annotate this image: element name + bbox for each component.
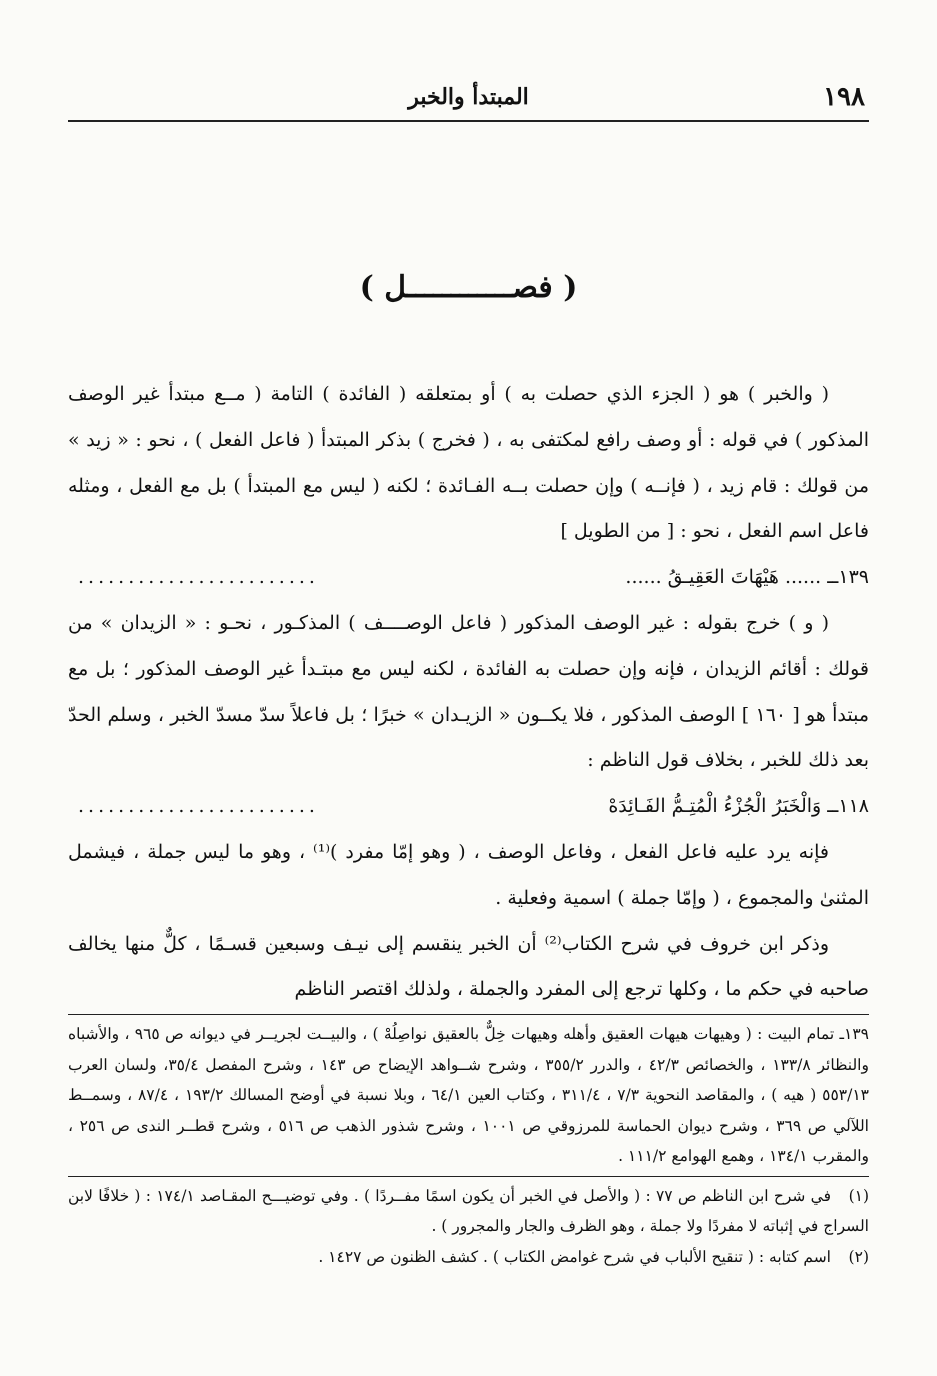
footnote-2 <box>68 1242 869 1273</box>
footnotes <box>68 1010 869 1272</box>
footnote-separator <box>68 1176 869 1177</box>
footnote-text: اسم كتابه : ( تنقيح الألباب في شرح غوامض الكتاب ) . كشف الظنون ص ١٤٢٧ . <box>318 1247 831 1266</box>
footnote-number: (٢) <box>848 1247 869 1266</box>
page-number: ١٩٨ <box>823 82 865 112</box>
running-title: المبتدأ والخبر <box>408 84 529 110</box>
footnote-number: (١) <box>848 1186 870 1205</box>
section-heading: ( فصــــــــــــل ) <box>359 270 578 305</box>
footnote-text: في شرح ابن الناظم ص ٧٧ : ( والأصل في الخبر أن يكون اسمًا مفــردًا ) . وفي توضيـــح المقـاصد ١٧٤/١ : ( خلافًا لابن السراج في إثباته لا مفردًا ولا جملة ، وهو الظرف والجار والمجرور ) . <box>68 1186 869 1235</box>
paragraph-1: ( والخبر ) هو ( الجزء الذي حصلت به ) أو بمتعلقه ( الفائدة ) التامة ( مــع مبتدأ غير الوصف المذكور ) في قوله : أو وصف رافع لمكتفى به ، ( فخرج ) بذكر المبتدأ ( فاعل الفعل ) ، نحو : « زيد » من قولك : قام زيد ، ( فإنــه ) وإن حصلت بــه الفـائدة ؛ لكنه ( ليس مع المبتدأ ) بل مع الفعل ، ومثله فاعل اسم الفعل ، نحو : [ من الطويل ] <box>68 383 869 543</box>
footnote-139: ١٣٩ـ تمام البيت : ( وهيهات هيهات العقيق وأهله وهيهات خِلٌّ بالعقيق نواصِلُهْ ) ، والبيــت لجريــر في ديوانه ص ٩٦٥ ، والأشباه والنظائر ١٣٣/٨ ، والخصائص ٤٢/٣ ، والدرر ٣٥٥/٢ ، وشرح شــواهد الإيضاح ص ١٤٣ ، وشرح المفصل ٣٥/٤، ولسان العرب ٥٥٣/١٣ ( هيه ) ، والمقاصد النحوية ٧/٣ ، ٣١١/٤ ، وكتاب العين ٦٤/١ ، وبلا نسبة في أوضح المسالك ١٩٣/٢ ، ٨٧/٤ ، وسمــط اللآلي ص ٣٦٩ ، وشرح ديوان الحماسة للمرزوقي ص ١٠٠١ ، وشرح شذور الذهب ص ٥١٦ ، وشرح قطــر الندى ص ٢٥٦ ، والمقرب ١٣٤/١ ، وهمع الهوامع ١١١/٢ . <box>68 1025 870 1165</box>
page-header <box>68 78 869 122</box>
verse-number: ١١٨ــ <box>827 795 869 818</box>
main-text <box>68 372 869 1013</box>
verse-139 <box>68 555 869 601</box>
verse-dots: ........................ <box>78 566 319 589</box>
verse-number: ١٣٩ــ <box>827 566 869 589</box>
verse-text: وَالْخَبَرُ الْجُزْءُ الْمُتِـمُّ الفَـائِدَهْ <box>608 795 822 818</box>
paragraph-2: ( و ) خرج بقوله : غير الوصف المذكور ( فاعل الوصــــف ) المذكـور ، نحـو : « الزيدان » من قولك : أقائم الزيدان ، فإنه وإن حصلت به الفائدة ، لكنه ليس مع مبتـدأ غير الوصف المذكور ؛ بل مع مبتدأ هو [ ١٦٠ ] الوصف المذكور ، فلا يكــون « الزيـدان » خبرًا ؛ بل فاعلاً سدّ مسدّ الخبر ، وسلم الحدّ بعد ذلك للخبر ، بخلاف قول الناظم : <box>68 611 869 772</box>
verse-dots: ........................ <box>78 795 319 818</box>
paragraph-4: وذكر ابن خروف في شرح الكتاب⁽²⁾ أن الخبر ينقسم إلى نيـف وسبعين قسـمًا ، كلٌّ منها يخالف صاحبه في حكم ما ، وكلها ترجع إلى المفرد والجملة ، ولذلك اقتصر الناظم <box>68 932 869 1001</box>
verse-text: ...... هَيْهَاتَ العَقِيـقُ ...... <box>625 566 822 589</box>
paragraph-3: فإنه يرد عليه فاعل الفعل ، وفاعل الوصف ، ( وهو إمّا مفرد )⁽¹⁾ ، وهو ما ليس جملة ، فيشمل المثنىٰ والمجموع ، ( وإمّا جملة ) اسمية وفعلية . <box>68 840 869 909</box>
verse-118 <box>68 784 869 830</box>
footnote-separator <box>68 1014 869 1015</box>
footnote-1 <box>68 1181 869 1242</box>
